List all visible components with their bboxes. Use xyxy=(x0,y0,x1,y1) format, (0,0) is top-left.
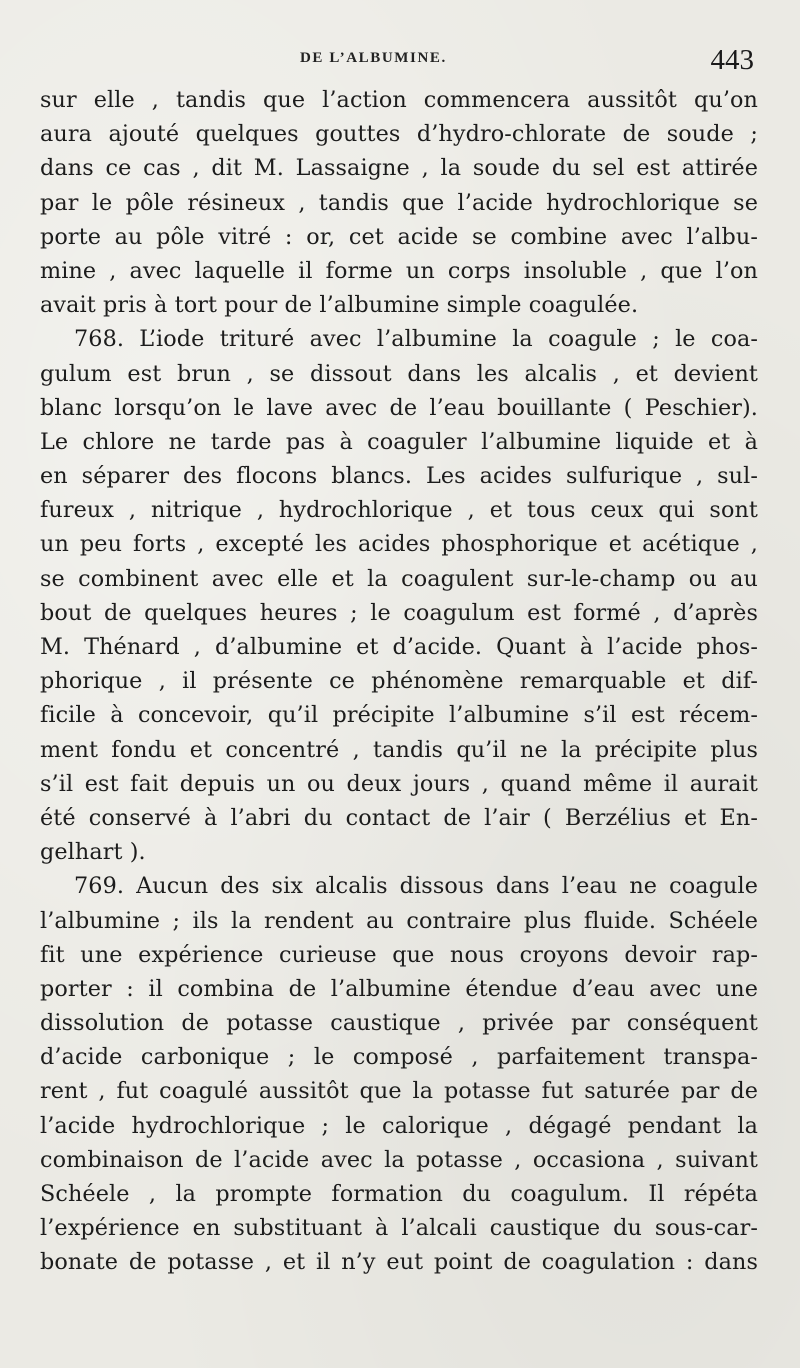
text-line: aura ajouté quelques gouttes d’hydro-chlorate de soude ; xyxy=(40,121,758,148)
text-line: rent , fut coagulé aussitôt que la potasse fut saturée par de xyxy=(40,1078,758,1105)
body-text xyxy=(40,83,758,1280)
text-line: dissolution de potasse caustique , privée par conséquent xyxy=(40,1010,758,1037)
text-line: Schéele , la prompte formation du coagulum. Il répéta xyxy=(40,1181,758,1207)
text-line: un peu forts , excepté les acides phosphorique et acétique , xyxy=(40,531,758,558)
text-line: combinaison de l’acide avec la potasse , occasiona , suivant xyxy=(40,1146,758,1173)
text-line: été conservé à l’abri du contact de l’air ( Berzélius et En- xyxy=(40,804,758,831)
text-line: phorique , il présente ce phénomène remarquable et dif- xyxy=(40,668,758,695)
text-line: en séparer des flocons blancs. Les acides sulfurique , sul- xyxy=(40,463,758,490)
text-line: mine , avec laquelle il forme un corps insoluble , que l’on xyxy=(40,257,758,284)
text-line: ment fondu et concentré , tandis qu’il ne la précipite plus xyxy=(40,736,758,763)
text-line: gulum est brun , se dissout dans les alcalis , et devient xyxy=(40,360,758,387)
text-line: l’expérience en substituant à l’alcali caustique du sous-car- xyxy=(40,1215,758,1242)
text-line: s’il est fait depuis un ou deux jours , quand même il aurait xyxy=(40,770,758,797)
page-number: 443 xyxy=(710,44,754,76)
text-line: dans ce cas , dit M. Lassaigne , la soude du sel est attirée xyxy=(40,155,758,182)
text-line: M. Thénard , d’albumine et d’acide. Quant à l’acide phos- xyxy=(40,634,758,660)
text-line: sur elle , tandis que l’action commencera aussitôt qu’on xyxy=(40,87,758,113)
text-line: l’albumine ; ils la rendent au contraire plus fluide. Schéele xyxy=(40,907,758,934)
text-line: bonate de potasse , et il n’y eut point de coagulation : dans xyxy=(40,1249,758,1276)
text-line: se combinent avec elle et la coagulent sur-le-champ ou au xyxy=(40,565,758,592)
text-line: ficile à concevoir, qu’il précipite l’albumine s’il est récem- xyxy=(40,702,758,729)
text-line: fureux , nitrique , hydrochlorique , et tous ceux qui sont xyxy=(40,497,758,524)
text-line: avait pris à tort pour de l’albumine simple coagulée. xyxy=(40,292,639,319)
running-title: DE L’ALBUMINE. xyxy=(300,50,447,66)
text-line: fit une expérience curieuse que nous croyons devoir rap- xyxy=(40,941,758,968)
text-line: porter : il combina de l’albumine étendue d’eau avec une xyxy=(40,975,758,1002)
page-header xyxy=(0,44,800,80)
text-line: par le pôle résineux , tandis que l’acide hydrochlorique se xyxy=(40,189,758,216)
text-line: blanc lorsqu’on le lave avec de l’eau bouillante ( Peschier). xyxy=(40,394,758,421)
text-line: Le chlore ne tarde pas à coaguler l’albumine liquide et à xyxy=(40,428,758,455)
text-line: l’acide hydrochlorique ; le calorique , dégagé pendant la xyxy=(40,1112,758,1139)
paragraph-start-line: 768. L’iode trituré avec l’albumine la coagule ; le coa- xyxy=(74,326,758,353)
text-line: d’acide carbonique ; le composé , parfaitement transpa- xyxy=(40,1044,758,1071)
text-line: porte au pôle vitré : or, cet acide se combine avec l’albu- xyxy=(40,223,758,250)
paragraph-start-line: 769. Aucun des six alcalis dissous dans l’eau ne coagule xyxy=(74,873,758,900)
text-line: bout de quelques heures ; le coagulum est formé , d’après xyxy=(40,599,758,626)
text-line: gelhart ). xyxy=(40,839,146,866)
